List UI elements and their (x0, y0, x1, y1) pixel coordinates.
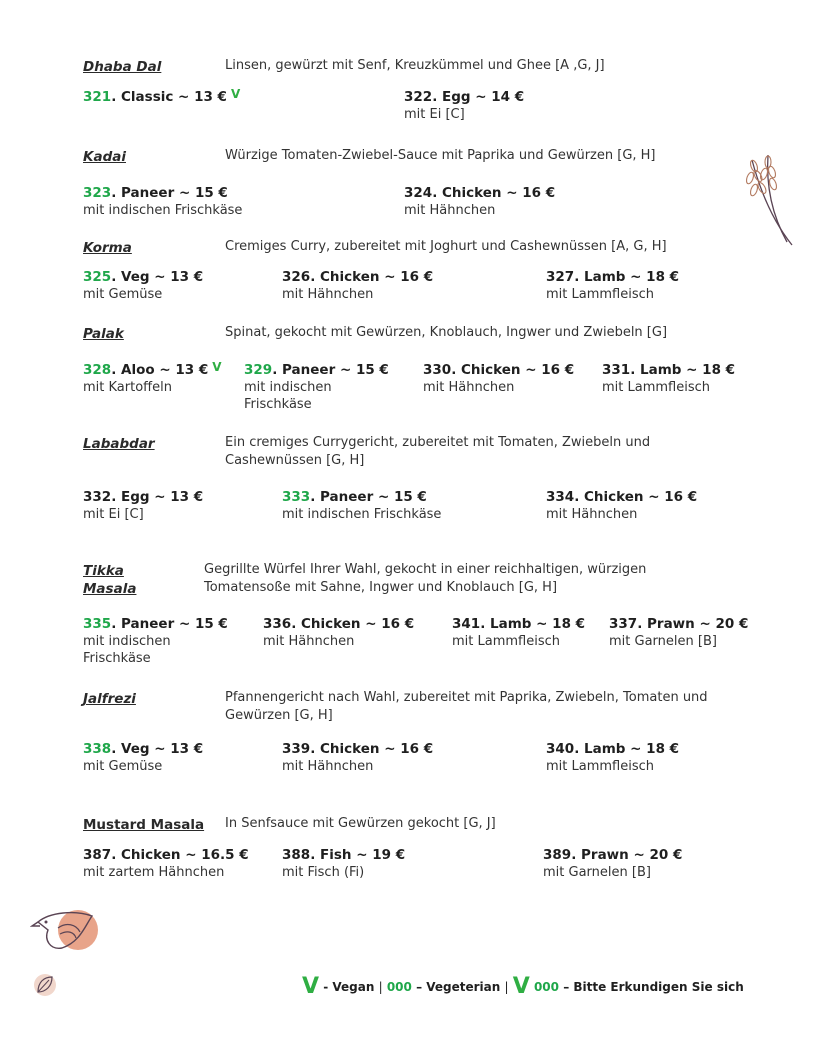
item-desc: mit Ei [C] (83, 507, 144, 522)
item-desc: mit Hähnchen (404, 203, 496, 218)
menu-item-336: 336. Chicken ~ 16 € mit Hähnchen (263, 616, 415, 649)
item-desc: mit Hähnchen (282, 759, 374, 774)
item-desc: mit indischen Frischkäse (83, 203, 243, 218)
menu-item-321: 321. Classic ~ 13 € V (83, 87, 241, 105)
menu-item-340: 340. Lamb ~ 18 € mit Lammfleisch (546, 741, 680, 774)
leaf-icon (32, 972, 58, 998)
item-desc: mit Gemüse (83, 287, 163, 302)
item-desc: mit Hähnchen (263, 634, 355, 649)
section-desc-kadai: Würzige Tomaten-Zwiebel-Sauce mit Paprika und Gewürzen [G, H] (225, 148, 656, 163)
menu-item-388: 388. Fish ~ 19 € mit Fisch (Fi) (282, 847, 406, 880)
section-title-kadai: Kadai (83, 149, 126, 165)
menu-item-325: 325. Veg ~ 13 € mit Gemüse (83, 269, 204, 302)
section-title-jalfrezi: Jalfrezi (83, 691, 136, 707)
menu-item-332: 332. Egg ~ 13 € mit Ei [C] (83, 489, 204, 522)
menu-item-339: 339. Chicken ~ 16 € mit Hähnchen (282, 741, 434, 774)
item-desc: mit Hähnchen (546, 507, 638, 522)
menu-item-338: 338. Veg ~ 13 € mit Gemüse (83, 741, 204, 774)
section-desc-korma: Cremiges Curry, zubereitet mit Joghurt und Cashewnüssen [A, G, H] (225, 239, 667, 254)
menu-item-341: 341. Lamb ~ 18 € mit Lammfleisch (452, 616, 586, 649)
menu-item-335: 335. Paneer ~ 15 € mit indischen Frischkäse (83, 616, 228, 666)
menu-item-333: 333. Paneer ~ 15 € mit indischen Frischkäse (282, 489, 442, 522)
section-title-lababdar: Lababdar (83, 436, 155, 452)
menu-item-387: 387. Chicken ~ 16.5 € mit zartem Hähnchen (83, 847, 249, 880)
item-desc: mit zartem Hähnchen (83, 865, 225, 880)
item-desc: mit indischen Frischkäse (244, 380, 332, 412)
item-desc: mit indischen Frischkäse (83, 634, 171, 666)
item-desc: mit Hähnchen (423, 380, 515, 395)
section-desc-mustard-masala: In Senfsauce mit Gewürzen gekocht [G, J] (225, 816, 496, 831)
item-desc: mit Lammfleisch (546, 287, 654, 302)
item-desc: mit Lammfleisch (546, 759, 654, 774)
item-desc: mit Garnelen [B] (609, 634, 717, 649)
wheat-icon (742, 150, 798, 250)
section-title-tikka-masala: Tikka Masala (83, 563, 137, 597)
item-desc: mit Gemüse (83, 759, 163, 774)
item-desc: mit Kartoffeln (83, 380, 172, 395)
menu-item-337: 337. Prawn ~ 20 € mit Garnelen [B] (609, 616, 749, 649)
section-desc-dhaba-dal: Linsen, gewürzt mit Senf, Kreuzkümmel und Ghee [A ,G, J] (225, 58, 605, 73)
menu-item-323: 323. Paneer ~ 15 € mit indischen Frischkäse (83, 185, 243, 218)
vegan-icon: V (230, 87, 241, 101)
item-desc: mit Garnelen [B] (543, 865, 651, 880)
menu-item-326: 326. Chicken ~ 16 € mit Hähnchen (282, 269, 434, 302)
section-title-korma: Korma (83, 240, 132, 256)
section-desc-palak: Spinat, gekocht mit Gewürzen, Knoblauch, Ingwer und Zwiebeln [G] (225, 325, 668, 340)
section-desc-jalfrezi: Pfannengericht nach Wahl, zubereitet mit Paprika, Zwiebeln, Tomaten und Gewürzen [G, H] (225, 690, 708, 723)
menu-item-330: 330. Chicken ~ 16 € mit Hähnchen (423, 362, 575, 395)
section-desc-tikka-masala: Gegrillte Würfel Ihrer Wahl, gekocht in einer reichhaltigen, würzigen Tomatensoße mit Sahne, Ingwer und Knoblauch [G, H] (204, 562, 647, 595)
menu-item-329: 329. Paneer ~ 15 € mit indischen Frischkäse (244, 362, 394, 413)
item-desc: mit Hähnchen (282, 287, 374, 302)
section-desc-lababdar: Ein cremiges Currygericht, zubereitet mit Tomaten, Zwiebeln und Cashewnüssen [G, H] (225, 435, 651, 468)
bird-icon (30, 902, 102, 958)
legend: V - Vegan | 000 – Vegeterian | V 000 – Bitte Erkundigen Sie sich (302, 974, 744, 999)
item-desc: mit indischen Frischkäse (282, 507, 442, 522)
menu-item-389: 389. Prawn ~ 20 € mit Garnelen [B] (543, 847, 683, 880)
menu-item-328: 328. Aloo ~ 13 € V mit Kartoffeln (83, 360, 222, 395)
item-desc: mit Lammfleisch (452, 634, 560, 649)
item-desc: mit Lammfleisch (602, 380, 710, 395)
section-title-dhaba-dal: Dhaba Dal (83, 59, 162, 75)
menu-item-324: 324. Chicken ~ 16 € mit Hähnchen (404, 185, 556, 218)
section-title-mustard-masala: Mustard Masala (83, 817, 205, 833)
menu-item-334: 334. Chicken ~ 16 € mit Hähnchen (546, 489, 698, 522)
vegan-icon: V (212, 360, 222, 374)
vegan-icon: V (302, 974, 320, 999)
item-desc: mit Fisch (Fi) (282, 865, 365, 880)
section-title-palak: Palak (83, 326, 124, 342)
menu-item-331: 331. Lamb ~ 18 € mit Lammfleisch (602, 362, 736, 395)
menu-item-327: 327. Lamb ~ 18 € mit Lammfleisch (546, 269, 680, 302)
item-desc: mit Ei [C] (404, 107, 465, 122)
ask-icon: V (512, 974, 530, 999)
menu-item-322: 322. Egg ~ 14 € mit Ei [C] (404, 89, 525, 122)
